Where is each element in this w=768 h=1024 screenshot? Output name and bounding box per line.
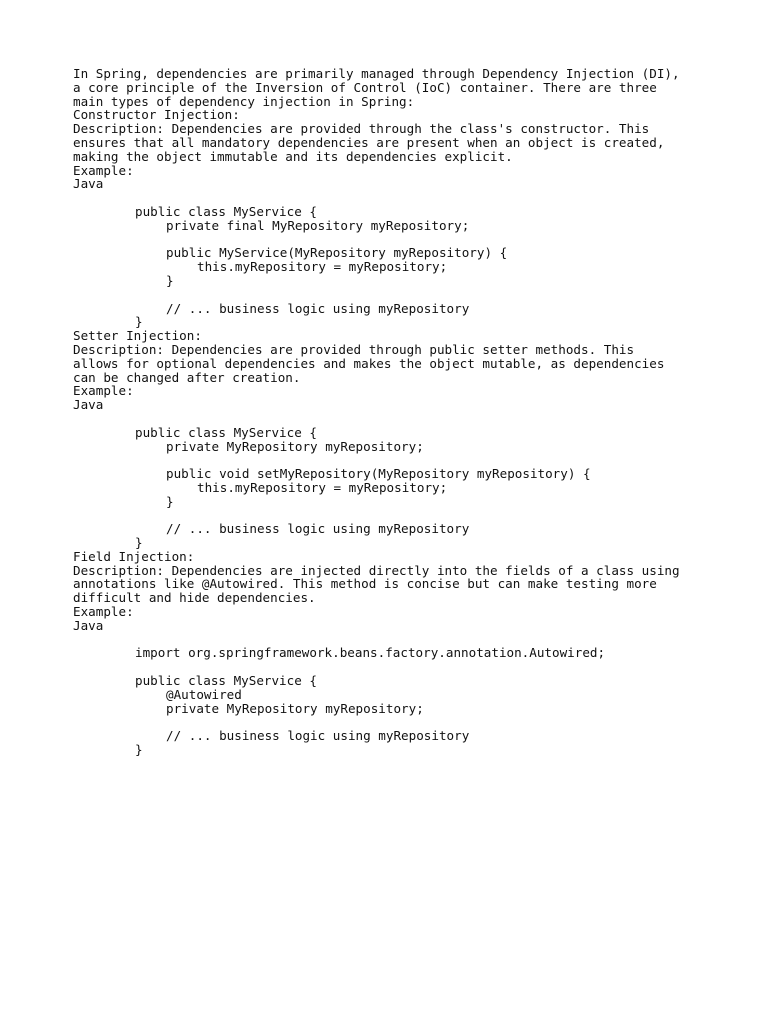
setter-language-label: Java [73,397,104,413]
code-annotation-line: @Autowired [166,686,242,702]
blank-line [73,633,713,647]
field-example-label: Example: [73,604,134,620]
constructor-description-line: making the object immutable and its dependencies explicit. [73,148,513,164]
constructor-language-label: Java [73,176,104,192]
blank-line [73,453,713,467]
code-line: } [135,314,143,330]
code-line: public MyService(MyRepository myRepository) { [166,245,508,261]
blank-line [73,660,713,674]
code-line: } [166,493,174,509]
blank-line [73,509,713,523]
code-line: private MyRepository myRepository; [166,700,424,716]
document-page [73,67,713,757]
code-import-line: import org.springframework.beans.factory.annotation.Autowired; [135,645,606,661]
code-line: private final MyRepository myRepository; [166,217,470,233]
field-heading: Field Injection: [73,548,195,564]
setter-heading: Setter Injection: [73,328,202,344]
code-comment-line: // ... business logic using myRepository [166,300,470,316]
code-line: this.myRepository = myRepository; [197,479,448,495]
blank-line [73,412,713,426]
code-line: public class MyService { [135,424,317,440]
constructor-description-line: Description: Dependencies are provided through the class's constructor. This [73,121,650,137]
field-description-line: difficult and hide dependencies. [73,590,316,606]
setter-example-label: Example: [73,383,134,399]
constructor-example-label: Example: [73,162,134,178]
setter-description-line: Description: Dependencies are provided through public setter methods. This [73,341,635,357]
field-description-line: annotations like @Autowired. This method is concise but can make testing more [73,576,657,592]
code-line: public class MyService { [135,203,317,219]
field-language-label: Java [73,617,104,633]
code-line: } [135,535,143,551]
blank-line [73,288,713,302]
blank-line [73,191,713,205]
constructor-description-line: ensures that all mandatory dependencies are present when an object is created, [73,134,665,150]
code-comment-line: // ... business logic using myRepository [166,521,470,537]
code-comment-line: // ... business logic using myRepository [166,728,470,744]
code-line: this.myRepository = myRepository; [197,259,448,275]
intro-line: main types of dependency injection in Spring: [73,93,415,109]
code-line: public class MyService { [135,673,317,689]
constructor-heading: Constructor Injection: [73,107,240,123]
field-description-line: Description: Dependencies are injected directly into the fields of a class using [73,562,680,578]
code-line: } [135,742,143,758]
blank-line [73,233,713,247]
intro-line: a core principle of the Inversion of Control (IoC) container. There are three [73,79,657,95]
code-line: public void setMyRepository(MyRepository myRepository) { [166,466,591,482]
blank-line [73,715,713,729]
code-line: private MyRepository myRepository; [166,438,424,454]
code-line: } [166,272,174,288]
setter-description-line: allows for optional dependencies and makes the object mutable, as dependencies [73,355,665,371]
intro-line: In Spring, dependencies are primarily managed through Dependency Injection (DI), [73,66,680,81]
setter-description-line: can be changed after creation. [73,369,301,385]
